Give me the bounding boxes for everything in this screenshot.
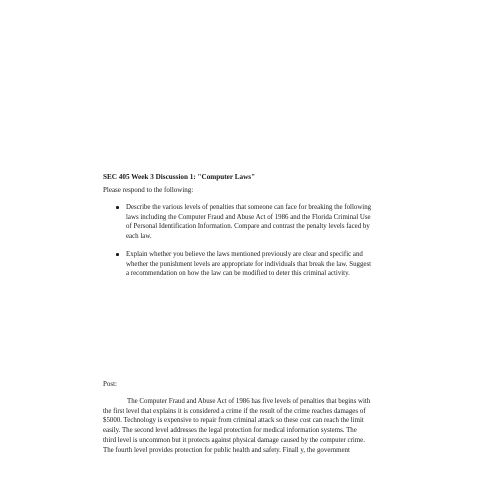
bullet-text-line: Explain whether you believe the laws mentioned previously are clear and specific and [126,251,363,258]
bullet-text-line: a recommendation on how the law can be modified to deter this criminal activity. [126,270,350,277]
post-text-line: third level is uncommon but it protects against physical damage caused by the computer crime. [103,436,365,444]
bullet-text-line: each law. [126,232,152,240]
post-text-line: The Computer Fraud and Abuse Act of 1986 has five levels of penalties that begins with [127,398,371,405]
bullet-icon [116,206,119,209]
bullet-icon [116,253,119,256]
post-label: Post: [103,380,118,388]
bullet-text-line: laws including the Computer Fraud and Abuse Act of 1986 and the Florida Criminal Use [126,213,371,221]
bullet-text-line: whether the punishment levels are appropriate for individuals that break the law. Suggest [126,260,372,268]
prompt-bullet-list [103,203,403,288]
prompt-bullet-1 [103,203,403,241]
bullet-text-line: Describe the various levels of penalties that someone can face for breaking the following [126,204,372,211]
post-body [103,397,403,455]
post-text-line: the first level that explains it is considered a crime if the result of the crime reaches damages of [103,407,366,415]
bullet-text-line: of Personal Identification Information. Compare and contrast the penalty levels faced by [126,223,370,230]
prompt-bullet-2 [103,250,403,279]
post-text-line: The fourth level provides protection for public health and safety. Finall y, the government [103,446,350,454]
prompt-intro: Please respond to the following: [103,186,194,194]
post-text-line: $5000. Technology is expensive to repair from criminal attack so these cost can reach the limit [103,417,364,425]
post-text-line: easily. The second level addresses the legal protection for medical information systems. The [103,427,357,435]
document-heading: SEC 405 Week 3 Discussion 1: "Computer Laws" [103,173,256,181]
